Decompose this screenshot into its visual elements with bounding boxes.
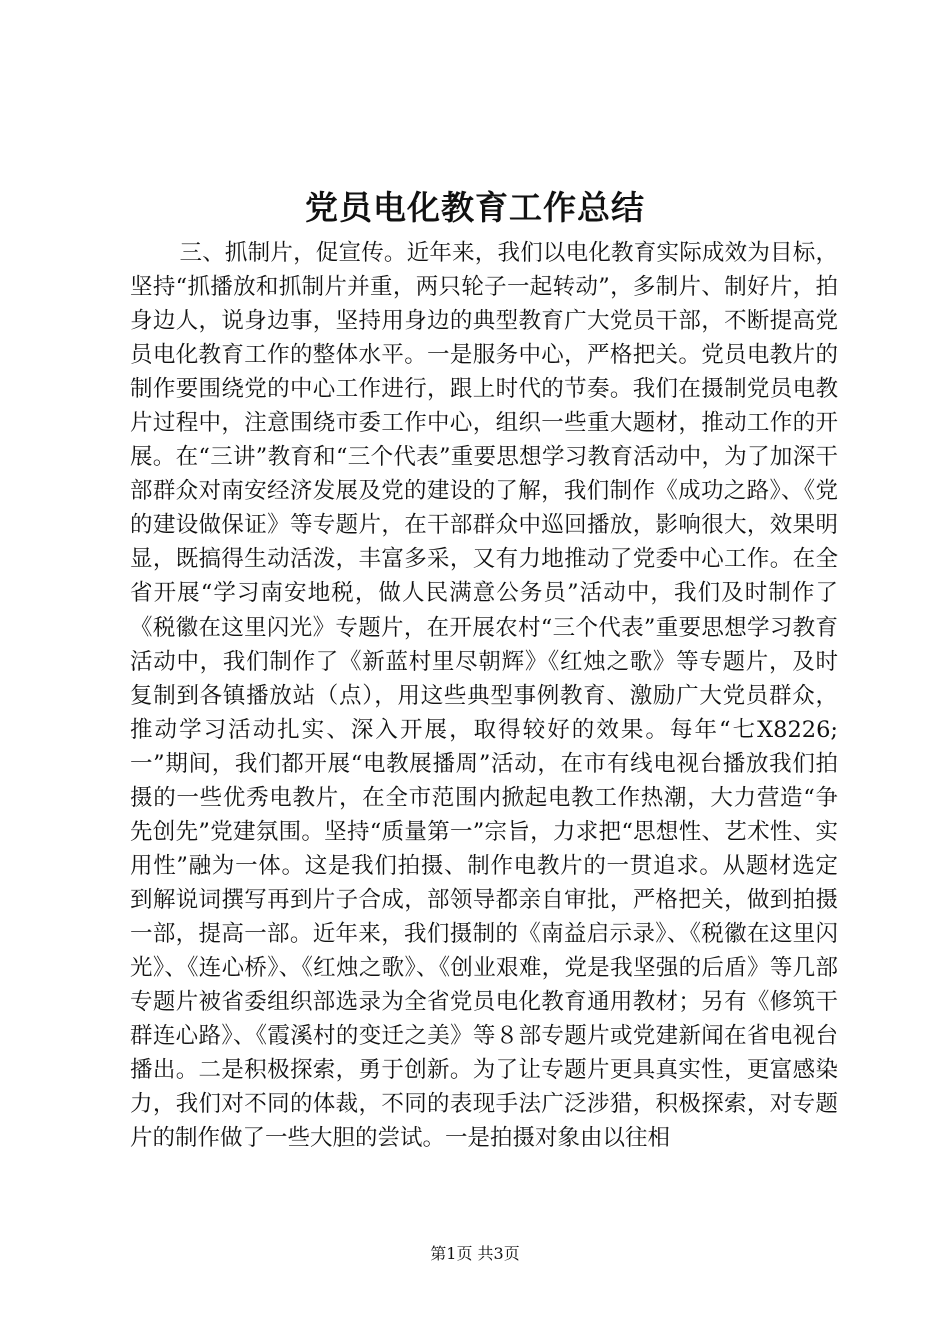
document-title: 党员电化教育工作总结 <box>305 188 645 227</box>
page-footer: 第1页 共3页 <box>430 1244 520 1263</box>
body-paragraph: 三、抓制片，促宣传。近年来，我们以电化教育实际成效为目标，坚持“抓播放和抓制片并重，两只轮子一起转动”，多制片、制好片，拍身边人，说身边事，坚持用身边的典型教育广大党员干部，不断提高党员电化教育工作的整体水平。一是服务中心，严格把关。党员电教片的制作要围绕党的中心工作进行，跟上时代的节奏。我们在摄制党员电教片过程中，注意围绕市委工作中心，组织一些重大题材，推动工作的开展。在“三讲”教育和“三个代表”重要思想学习教育活动中，为了加深干部群众对南安经济发展及党的建设的了解，我们制作《成功之路》、《党的建设做保证》等专题片，在干部群众中巡回播放，影响很大，效果明显，既搞得生动活泼，丰富多采，又有力地推动了党委中心工作。在全省开展“学习南安地税，做人民满意公务员”活动中，我们及时制作了《税徽在这里闪光》专题片，在开展农村“三个代表”重要思想学习教育活动中，我们制作了《新蓝村里尽朝辉》《红烛之歌》等专题片，及时复制到各镇播放站（点），用这些典型事例教育、激励广大党员群众，推动学习活动扎实、深入开展，取得较好的效果。每年“七X8226;一”期间，我们都开展“电教展播周”活动，在市有线电视台播放我们拍摄的一些优秀电教片，在全市范围内掀起电教工作热潮，大力营造“争先创先”党建氛围。坚持“质量第一”宗旨，力求把“思想性、艺术性、实用性”融为一体。这是我们拍摄、制作电教片的一贯追求。从题材选定到解说词撰写再到片子合成，部领导都亲自审批，严格把关，做到拍摄一部，提高一部。近年来，我们摄制的《南益启示录》、《税徽在这里闪光》、《连心桥》、《红烛之歌》、《创业艰难，党是我坚强的后盾》等几部专题片被省委组织部选录为全省党员电化教育通用教材；另有《修筑干群连心路》、《霞溪村的变迁之美》等８部专题片或党建新闻在省电视台播出。二是积极探索，勇于创新。为了让专题片更具真实性，更富感染力，我们对不同的体裁，不同的表现手法广泛涉猎，积极探索，对专题片的制作做了一些大胆的尝试。一是拍摄对象由以往相 <box>130 240 838 1152</box>
